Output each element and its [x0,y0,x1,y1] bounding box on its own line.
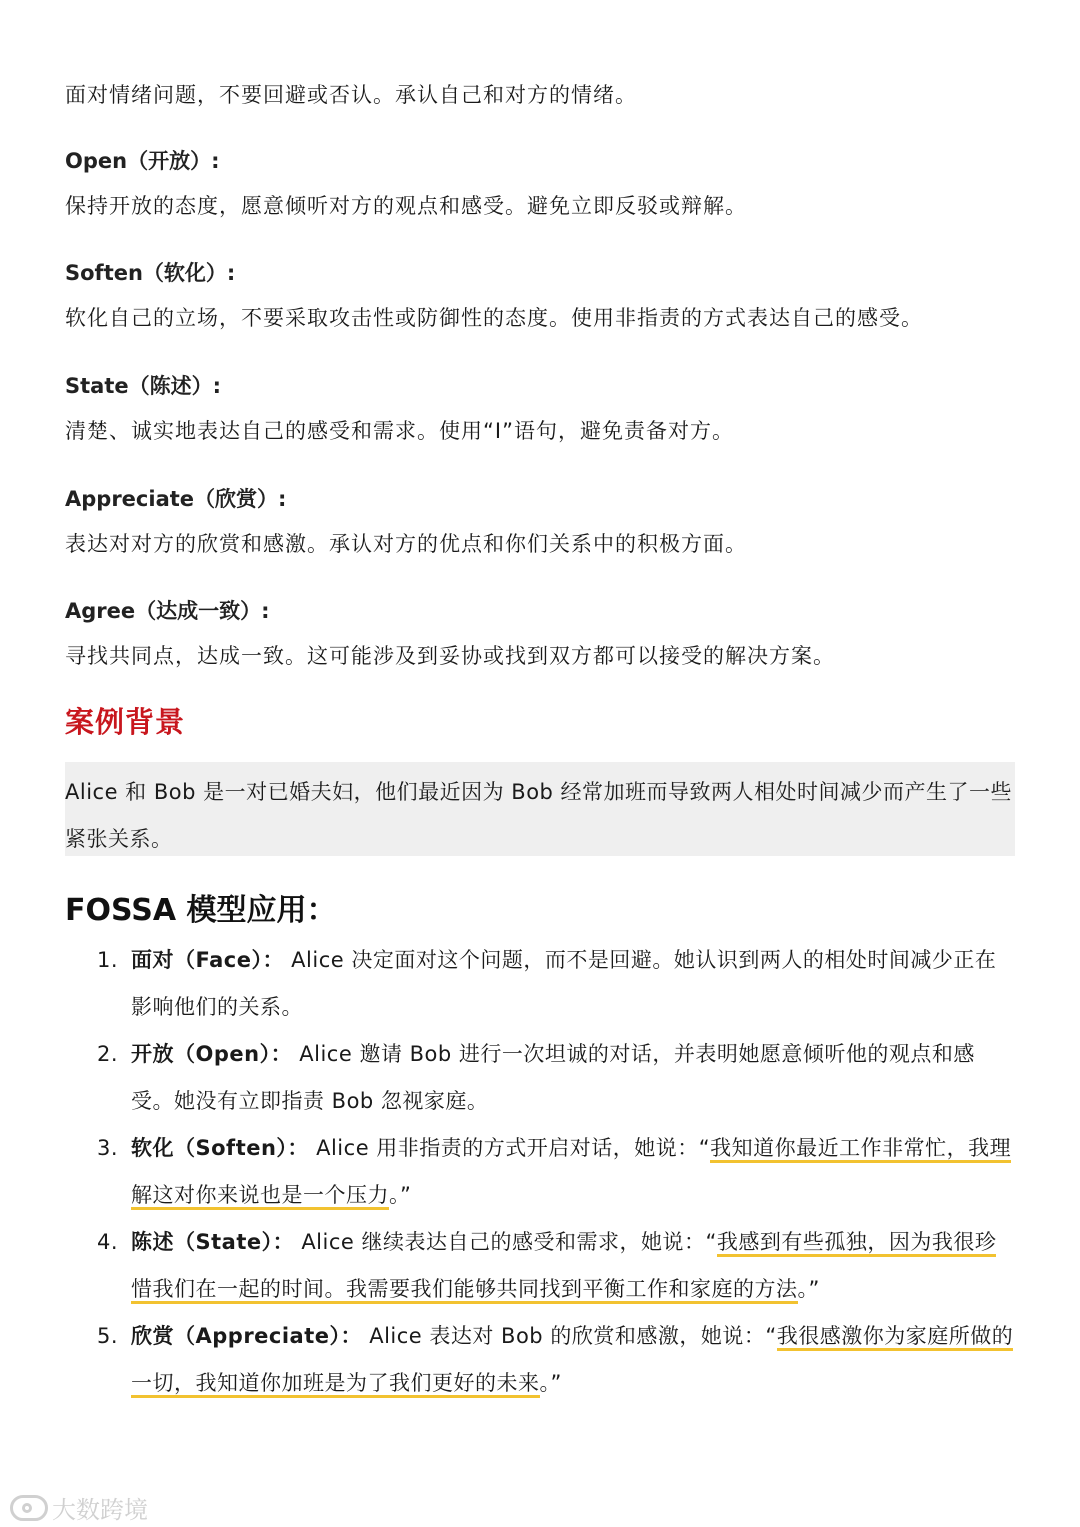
step-label: 开放（Open）： [131,1042,293,1066]
quote-end: 。” [389,1183,412,1207]
case-box [65,762,1015,856]
watermark-text: 大数跨境 [52,1496,148,1524]
highlighted-quote: 我很感激你为家庭所做的一切，我知道你加班是为了我们更好的未来 [131,1324,1013,1398]
term-title: Open（开放）: [65,149,220,173]
list-item [65,1219,1015,1313]
fossa-heading: FOSSA 模型应用： [65,893,337,928]
term-desc: 软化自己的立场，不要采取攻击性或防御性的态度。使用非指责的方式表达自己的感受。 [65,306,923,330]
step-label: 面对（Face）： [131,948,284,972]
intro-text: 面对情绪问题，不要回避或否认。承认自己和对方的情绪。 [65,83,637,107]
term-agree [65,596,1015,671]
step-label: 陈述（State）： [131,1230,295,1254]
list-item [65,1125,1015,1219]
step-text: Alice 继续表达自己的感受和需求，她说：“ [301,1230,717,1254]
term-desc: 表达对对方的欣赏和感激。承认对方的优点和你们关系中的积极方面。 [65,532,747,556]
brand-logo-icon [10,1495,48,1521]
step-number: 4. [97,1230,119,1254]
term-appreciate [65,484,1015,559]
step-text: Alice 决定面对这个问题，而不是回避。她认识到两人的相处时间减少正在影响他们的关系。 [131,948,997,1019]
step-number: 2. [97,1042,119,1066]
steps-list [65,937,1015,1407]
highlighted-quote: 我知道你最近工作非常忙，我理解这对你来说也是一个压力 [131,1136,1011,1210]
quote-end: 。” [797,1277,820,1301]
case-text: Alice 和 Bob 是一对已婚夫妇，他们最近因为 Bob 经常加班而导致两人相处时间减少而产生了一些紧张关系。 [65,780,1013,851]
step-number: 1. [97,948,119,972]
term-desc: 清楚、诚实地表达自己的感受和需求。使用“I”语句，避免责备对方。 [65,419,734,443]
step-text: Alice 邀请 Bob 进行一次坦诚的对话，并表明她愿意倾听他的观点和感受。她没有立即指责 Bob 忽视家庭。 [131,1042,975,1113]
list-item [65,1031,1015,1125]
term-title: State（陈述）: [65,374,222,398]
term-desc: 保持开放的态度，愿意倾听对方的观点和感受。避免立即反驳或辩解。 [65,194,747,218]
term-desc: 寻找共同点，达成一致。这可能涉及到妥协或找到双方都可以接受的解决方案。 [65,644,835,668]
step-label: 欣赏（Appreciate）： [131,1324,363,1348]
step-text: Alice 用非指责的方式开启对话，她说：“ [316,1136,711,1160]
quote-end: 。” [539,1371,562,1395]
highlighted-quote: 我感到有些孤独，因为我很珍惜我们在一起的时间。我需要我们能够共同找到平衡工作和家庭的方法 [131,1230,996,1304]
list-item [65,1313,1015,1407]
step-number: 5. [97,1324,119,1348]
step-label: 软化（Soften）： [131,1136,309,1160]
term-title: Agree（达成一致）: [65,599,270,623]
step-number: 3. [97,1136,119,1160]
step-text: Alice 表达对 Bob 的欣赏和感激，她说：“ [369,1324,777,1348]
term-soften [65,258,1015,333]
watermark [10,1490,148,1525]
term-open [65,146,1015,221]
term-title: Soften（软化）: [65,261,236,285]
list-item [65,937,1015,1031]
term-state [65,371,1015,446]
case-heading: 案例背景 [65,705,186,739]
term-title: Appreciate（欣赏）: [65,487,287,511]
